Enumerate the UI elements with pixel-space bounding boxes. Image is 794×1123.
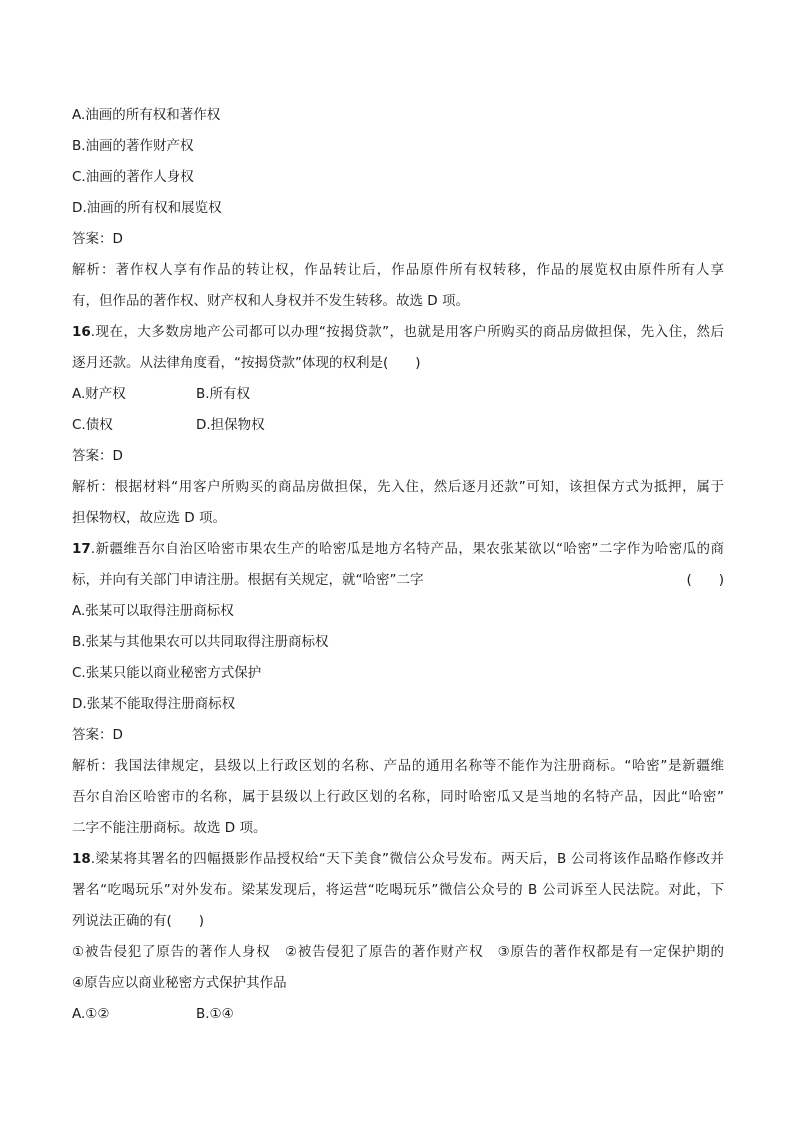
q15-option-d: D.油画的所有权和展览权 (72, 200, 222, 216)
q15-option-c: C.油画的著作人身权 (72, 169, 194, 185)
q16-analysis-line-1: 解析：根据材料“用客户所购买的商品房做担保，先入住，然后逐月还款”可知，该担保方式为抵押，属于 (72, 479, 724, 495)
q16-option-b: B.所有权 (196, 386, 251, 402)
q17-option-d: D.张某不能取得注册商标权 (72, 696, 236, 712)
q17-analysis-line-3: 二字不能注册商标。故选 D 项。 (72, 820, 267, 836)
q17-number: 17 (72, 541, 91, 557)
q18-option-a: A.①② (72, 1006, 110, 1022)
q17-analysis-line-2: 吾尔自治区哈密市的名称，属于县级以上行政区划的名称，同时哈密瓜又是当地的名特产品，因此“哈密” (72, 789, 724, 805)
q17-stem-text-1: .新疆维吾尔自治区哈密市果农生产的哈密瓜是地方名特产品，果农张某欲以“哈密”二字作为哈密瓜的商 (90, 541, 724, 557)
q16-option-c: C.债权 (72, 417, 113, 433)
q17-answer: 答案：D (72, 727, 123, 743)
q18-stem-text-1: .梁某将其署名的四幅摄影作品授权给“天下美食”微信公众号发布。两天后，B 公司将该作品略作修改并 (90, 851, 724, 867)
q17-analysis-line-1: 解析：我国法律规定，县级以上行政区划的名称、产品的通用名称等不能作为注册商标。“哈密”是新疆维 (72, 758, 724, 774)
q17-stem-text-2: 标，并向有关部门申请注册。根据有关规定，就“哈密”二字 (72, 572, 424, 588)
q16-options-row-1 (72, 379, 724, 410)
q18-option-b: B.①④ (196, 1006, 234, 1022)
q17-stem-line-2 (72, 565, 724, 596)
q16-options-row-2 (72, 410, 724, 441)
q16-stem-line-2: 逐月还款。从法律角度看，“按揭贷款”体现的权利是( ) (72, 355, 421, 371)
q17-answer-paren: ( ) (686, 572, 724, 588)
q15-answer: 答案：D (72, 231, 123, 247)
q16-option-a: A.财产权 (72, 386, 126, 402)
q16-stem-line-1 (72, 317, 724, 348)
q16-analysis-line-2: 担保物权，故应选 D 项。 (72, 510, 226, 526)
q16-option-d: D.担保物权 (196, 417, 265, 433)
q18-choices-line-2: ④原告应以商业秘密方式保护其作品 (72, 975, 287, 991)
q18-number: 18 (72, 851, 91, 867)
document-page (72, 100, 724, 1030)
q15-option-a: A.油画的所有权和著作权 (72, 107, 221, 123)
q15-analysis-line-1: 解析：著作权人享有作品的转让权，作品转让后，作品原件所有权转移，作品的展览权由原件所有人享 (72, 262, 724, 278)
q17-option-a: A.张某可以取得注册商标权 (72, 603, 234, 619)
q15-option-b: B.油画的著作财产权 (72, 138, 194, 154)
q18-options-row-1 (72, 999, 724, 1030)
q18-stem-line-3: 列说法正确的有( ) (72, 913, 205, 929)
q18-choices-line-1: ①被告侵犯了原告的著作人身权 ②被告侵犯了原告的著作财产权 ③原告的著作权都是有一定保护期的 (72, 944, 724, 960)
q18-stem-line-2: 署名“吃喝玩乐”对外发布。梁某发现后，将运营“吃喝玩乐”微信公众号的 B 公司诉至人民法院。对此，下 (72, 882, 724, 898)
q16-answer: 答案：D (72, 448, 123, 464)
q18-stem-line-1 (72, 844, 724, 875)
q17-stem-line-1 (72, 534, 724, 565)
q17-option-b: B.张某与其他果农可以共同取得注册商标权 (72, 634, 329, 650)
q16-stem-text-1: .现在，大多数房地产公司都可以办理“按揭贷款”，也就是用客户所购买的商品房做担保，先入住，然后 (90, 324, 724, 340)
q15-analysis-line-2: 有，但作品的著作权、财产权和人身权并不发生转移。故选 D 项。 (72, 293, 469, 309)
q17-option-c: C.张某只能以商业秘密方式保护 (72, 665, 262, 681)
q16-number: 16 (72, 324, 91, 340)
